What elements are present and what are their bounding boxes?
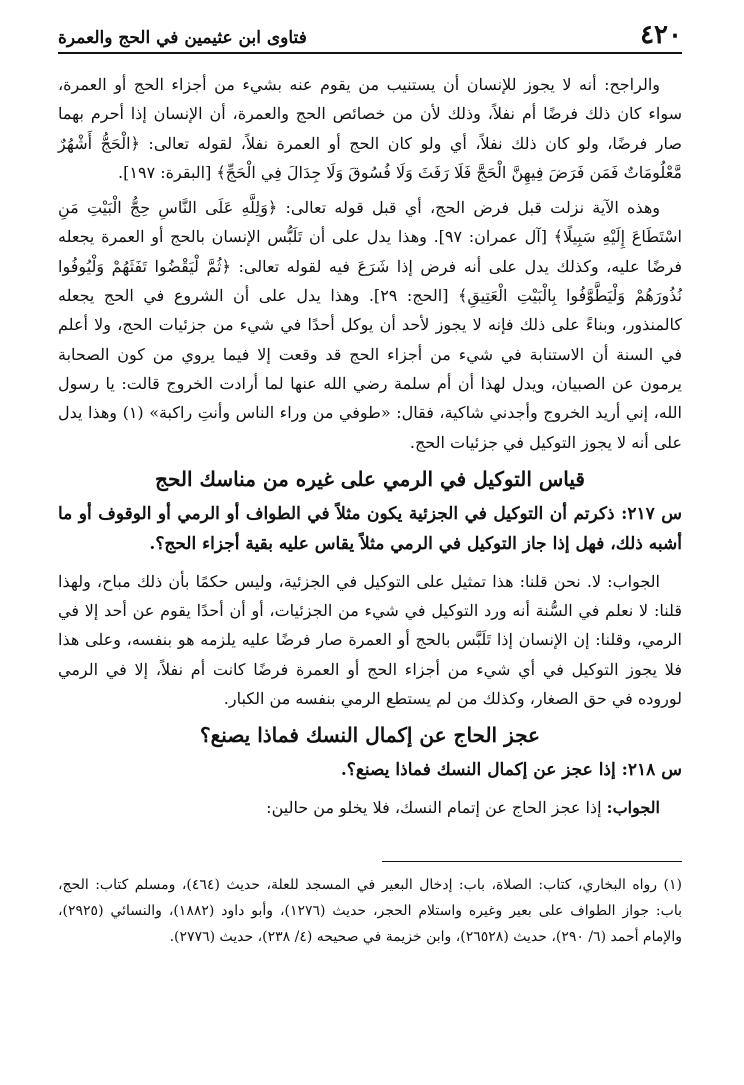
paragraph-preferred-opinion: والراجح: أنه لا يجوز للإنسان أن يستنيب من يقوم عنه بشيء من أجزاء الحج أو العمرة، سواء كان ذلك فرضًا أم نفلاً، وذلك لأن من خصائص الحج والعمرة، أن الإنسان إذا أحرم بهما صار فرضًا، ولو كان ذلك نفلاً، أي ولو كان الحج أو العمرة نفلاً، لقوله تعالى: ﴿الْحَجُّ أَشْهُرٌ مَّعْلُومَاتٌ فَمَن فَرَضَ فِيهِنَّ الْحَجَّ فَلَا رَفَثَ وَلَا فُسُوقَ وَلَا جِدَالَ فِي الْحَجِّ﴾ [البقرة: ١٩٧]. bbox=[58, 75, 682, 182]
answer-218 bbox=[58, 793, 682, 822]
paragraph-verse-explanation: وهذه الآية نزلت قبل فرض الحج، أي قبل قوله تعالى: ﴿وَلِلَّهِ عَلَى النَّاسِ حِجُّ الْبَيْتِ مَنِ اسْتَطَاعَ إِلَيْهِ سَبِيلًا﴾ [آل عمران: ٩٧]. وهذا يدل على أن تَلَبُّس الإنسان بالحج أو العمرة يجعله فرضًا عليه، وكذلك يدل على أنه فرض إذا شَرَعَ فيه لقوله تعالى: ﴿ثُمَّ لْيَقْضُوا تَفَثَهُمْ وَلْيُوفُوا نُذُورَهُمْ وَلْيَطَّوَّفُوا بِالْبَيْتِ الْعَتِيقِ﴾ [الحج: ٢٩]. وهذا يدل على أن الشروع في الحج يجعله كالمنذور، وبناءً على ذلك فإنه لا يجوز لأحد أن يوكل أحدًا في شيء من جزئيات الحج، ولا أعلم في السنة أن الاستنابة في شيء من أجزاء الحج قد وقعت إلا فيما يروي من كون الصحابة يرمون عن الصبيان، ويدل لهذا أن أم سلمة رضي الله عنها لما أرادت الخروج قالت: يا رسول الله، إني أريد الخروج وأجدني شاكية، فقال: «طوفي من وراء الناس وأنتِ راكبة» (١) وهذا يدل على أنه لا يجوز التوكيل في جزئيات الحج. bbox=[58, 198, 683, 452]
answer-217: الجواب: لا. نحن قلنا: هذا تمثيل على التوكيل في الجزئية، وليس حكمًا بأن ذلك مباح، ولهذا قلنا: لا نعلم في السُّنة أنه ورد التوكيل في شيء من الجزئيات، أو أن أحدًا يقوم عن أحد إلا في الرمي، وقلنا: إن الإنسان إذا تَلَبَّس بالحج أو العمرة صار فرضًا عليه يلزمه هو بنفسه، وعلى هذا فلا يجوز التوكيل في أي شيء من أجزاء الحج أو العمرة فرضًا كانت أم نفلاً، إلا في الرمي لوروده في حق الصغار، وكذلك من لم يستطع الرمي بنفسه من الكبار. bbox=[58, 571, 682, 709]
section-heading-delegation: قياس التوكيل في الرمي على غيره من مناسك الحج bbox=[155, 466, 585, 491]
question-218: س ٢١٨: إذا عجز عن إكمال النسك فماذا يصنع؟. bbox=[340, 760, 682, 781]
answer-218-text: إذا عجز الحاج عن إتمام النسك، فلا يخلو من حالين: bbox=[266, 798, 602, 818]
book-title: فتاوى ابن عثيمين في الحج والعمرة bbox=[58, 28, 307, 48]
section-heading-inability: عجز الحاج عن إكمال النسك فماذا يصنع؟ bbox=[200, 723, 540, 748]
footnote-divider bbox=[382, 861, 682, 862]
answer-label: الجواب: bbox=[606, 798, 660, 818]
footnote: (١) رواه البخاري، كتاب: الصلاة، باب: إدخال البعير في المسجد للعلة، حديث (٤٦٤)، ومسلم كتاب: الحج، باب: جواز الطواف على بعير وغيره واستلام الحجر، حديث (١٢٧٦)، وأبو داود (١٨٨٢)، والنسائي (٢٩٢٥)، والإمام أحمد (٦/ ٢٩٠)، حديث (٢٦٥٢٨)، وابن خزيمة في صحيحه (٤/ ٢٣٨)، حديث (٢٧٧٦). bbox=[58, 876, 682, 945]
page-number: ٤٢٠ bbox=[640, 20, 682, 50]
question-217: س ٢١٧: ذكرتم أن التوكيل في الجزئية يكون مثلاً في الطواف أو الرمي أو الوقوف أو ما أشبه ذلك، فهل إذا جاز التوكيل في الرمي مثلاً يقاس عليه بقية أجزاء الحج؟. bbox=[58, 503, 682, 554]
page-header bbox=[58, 22, 682, 54]
